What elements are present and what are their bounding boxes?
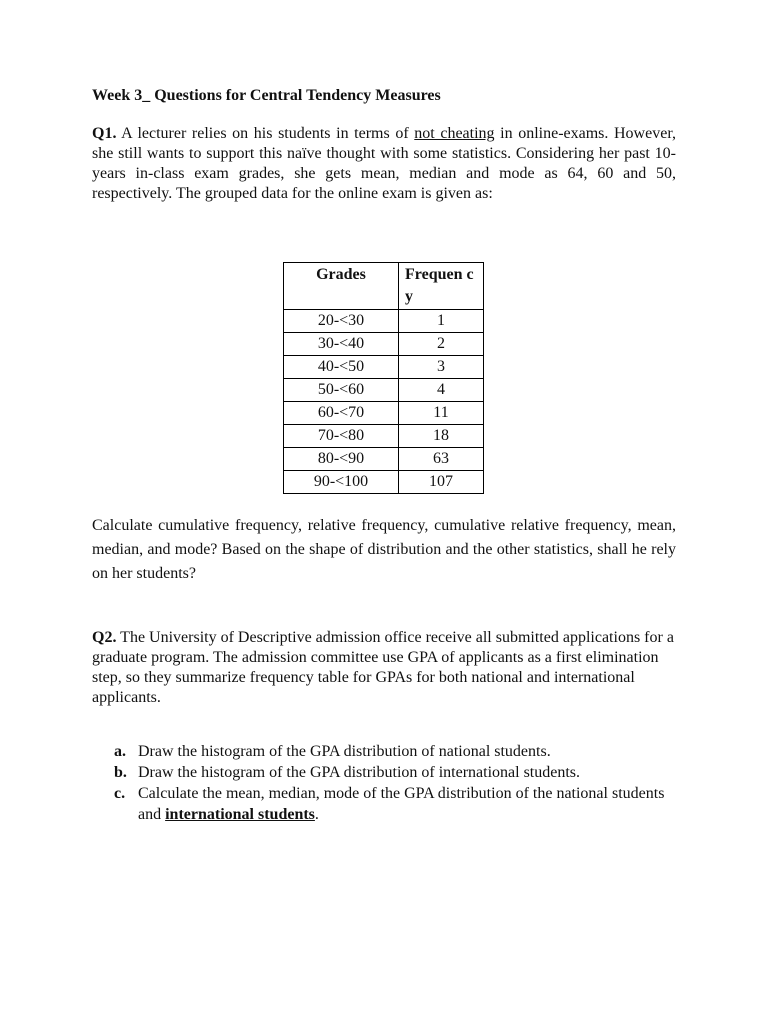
grade-cell: 50-<60 xyxy=(284,379,399,402)
question-1-label: Q1. xyxy=(92,125,117,142)
table-header-row xyxy=(284,263,484,310)
list-item xyxy=(114,762,676,783)
document-title: Week 3_ Questions for Central Tendency Measures xyxy=(92,87,441,104)
grade-cell: 30-<40 xyxy=(284,333,399,356)
part-b-marker: b. xyxy=(114,764,127,781)
grade-cell: 20-<30 xyxy=(284,310,399,333)
frequency-cell: 3 xyxy=(399,356,484,379)
question-2 xyxy=(92,628,676,708)
list-item xyxy=(114,783,676,825)
question-2-text: The University of Descriptive admission office receive all submitted applications for a graduate program. The admission committee use GPA of applicants as a first elimination step, so they summarize frequency table for GPAs for both national and international applicants. xyxy=(92,629,674,706)
frequency-cell: 2 xyxy=(399,333,484,356)
part-c-text: Calculate the mean, median, mode of the GPA distribution of the national students and xyxy=(138,785,665,823)
grade-cell: 90-<100 xyxy=(284,471,399,494)
table-row xyxy=(284,425,484,448)
part-b-text: Draw the histogram of the GPA distribution of international students. xyxy=(138,764,581,781)
table-row xyxy=(284,310,484,333)
frequency-cell: 107 xyxy=(399,471,484,494)
document-page xyxy=(92,86,676,823)
grade-cell: 40-<50 xyxy=(284,356,399,379)
grade-cell: 80-<90 xyxy=(284,448,399,471)
part-c-content xyxy=(138,783,676,825)
frequency-cell: 18 xyxy=(399,425,484,448)
frequency-cell: 63 xyxy=(399,448,484,471)
frequency-cell: 4 xyxy=(399,379,484,402)
table-row xyxy=(284,333,484,356)
part-a-marker: a. xyxy=(114,743,126,760)
question-2-parts xyxy=(114,741,676,825)
header-grades: Grades xyxy=(284,263,399,310)
part-c-emphasis: international students xyxy=(165,806,315,823)
frequency-table xyxy=(283,262,484,494)
question-1-underlined: not cheating xyxy=(414,125,495,142)
part-c-tail: . xyxy=(314,806,319,823)
question-1 xyxy=(92,124,676,204)
table-row xyxy=(284,448,484,471)
list-item xyxy=(114,741,676,762)
frequency-cell: 11 xyxy=(399,402,484,425)
grade-cell: 70-<80 xyxy=(284,425,399,448)
header-frequency-text: Frequen cy xyxy=(405,266,474,305)
table-row xyxy=(284,379,484,402)
table-row xyxy=(284,356,484,379)
question-1-text-a: A lecturer relies on his students in terms of xyxy=(116,125,415,142)
table-row xyxy=(284,471,484,494)
header-frequency xyxy=(399,263,484,310)
grade-cell: 60-<70 xyxy=(284,402,399,425)
question-1-text-b: in online-exams. However, she still wants to support this naïve thought with some statistics. Considering her past 10-years in-class exam grades, she gets mean, median and mode as 64, 60 and 50, respectively. The grouped data for the online exam is given as: xyxy=(92,125,676,202)
frequency-cell: 1 xyxy=(399,310,484,333)
question-2-label: Q2. xyxy=(92,629,117,646)
calculation-instructions: Calculate cumulative frequency, relative frequency, cumulative relative frequency, mean, median, and mode? Based on the shape of distribution and the other statistics, shall he rely on her students? xyxy=(92,517,676,582)
part-a-text: Draw the histogram of the GPA distribution of national students. xyxy=(138,743,551,760)
table-row xyxy=(284,402,484,425)
part-c-marker: c. xyxy=(114,785,126,802)
